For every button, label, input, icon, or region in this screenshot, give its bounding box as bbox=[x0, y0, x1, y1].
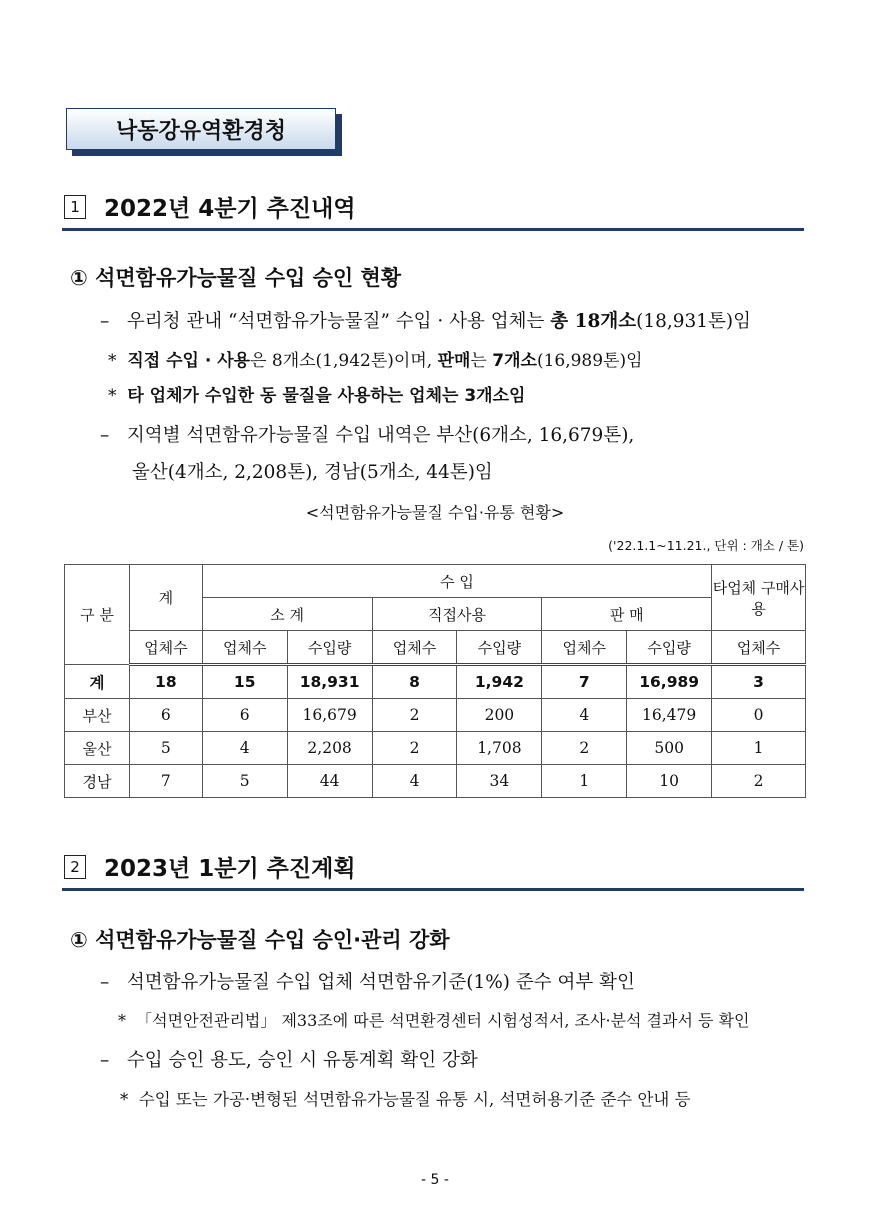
section2-line1 bbox=[100, 968, 635, 994]
table-cell: 34 bbox=[457, 765, 542, 798]
header-amount: 수입량 bbox=[457, 631, 542, 665]
header-sale: 판 매 bbox=[542, 598, 712, 631]
section1-subheading: ① 석면함유가능물질 수입 승인 현황 bbox=[70, 266, 402, 290]
note1-mid: 은 8개소(1,942톤)이며, bbox=[250, 351, 438, 371]
header-amount: 수입량 bbox=[287, 631, 372, 665]
header-amount: 수입량 bbox=[627, 631, 712, 665]
row-label: 계 bbox=[65, 665, 130, 699]
header-total: 계 bbox=[129, 565, 202, 631]
page-number: - 5 - bbox=[421, 1172, 449, 1188]
table-cell: 1,708 bbox=[457, 732, 542, 765]
note1-post: (16,989톤)임 bbox=[536, 351, 643, 371]
table-row bbox=[65, 732, 806, 765]
row-label: 부산 bbox=[65, 699, 130, 732]
table-cell: 16,989 bbox=[627, 665, 712, 699]
star-bullet: * bbox=[120, 1090, 129, 1109]
section2-number: 2 bbox=[64, 855, 86, 879]
table-cell: 4 bbox=[372, 765, 457, 798]
table-cell: 1,942 bbox=[457, 665, 542, 699]
table-cell: 1 bbox=[712, 732, 806, 765]
section2-heading bbox=[64, 850, 356, 883]
line1-text: 석면함유가능물질 수입 업체 석면함유기준(1%) 준수 여부 확인 bbox=[126, 972, 635, 993]
note2-text: 수입 또는 가공·변형된 석면함유가능물질 유통 시, 석면허용기준 준수 안내 등 bbox=[138, 1090, 691, 1109]
section1-number: 1 bbox=[64, 195, 86, 219]
table-cell: 5 bbox=[129, 732, 202, 765]
note1-bold1: 직접 수입 · 사용 bbox=[127, 351, 251, 371]
line1-post: (18,931톤)임 bbox=[636, 311, 752, 332]
section2-rule bbox=[62, 888, 804, 891]
dash-bullet: – bbox=[100, 972, 110, 993]
table-cell: 2 bbox=[712, 765, 806, 798]
section1-line2 bbox=[100, 421, 634, 447]
table-cell: 5 bbox=[202, 765, 287, 798]
table-caption: <석면함유가능물질 수입·유통 현황> bbox=[305, 503, 565, 522]
table-cell: 6 bbox=[202, 699, 287, 732]
section1-note2 bbox=[108, 381, 525, 406]
table-cell: 4 bbox=[202, 732, 287, 765]
table-cell: 18,931 bbox=[287, 665, 372, 699]
header-subtotal: 소 계 bbox=[202, 598, 372, 631]
line1-bold: 총 18개소 bbox=[550, 311, 637, 332]
line2a: 지역별 석면함유가능물질 수입 내역은 부산(6개소, 16,679톤), bbox=[126, 425, 635, 446]
note1-bold2: 판매 bbox=[437, 351, 471, 371]
dash-bullet: – bbox=[100, 1050, 110, 1071]
line1-pre: 우리청 관내 “석면함유가능물질” 수입 · 사용 업체는 bbox=[126, 311, 551, 332]
table-cell: 500 bbox=[627, 732, 712, 765]
table-cell: 6 bbox=[129, 699, 202, 732]
star-bullet: * bbox=[118, 1011, 126, 1030]
star-bullet: * bbox=[108, 351, 117, 371]
table-row bbox=[65, 765, 806, 798]
table-cell: 16,479 bbox=[627, 699, 712, 732]
dash-bullet: – bbox=[100, 425, 110, 446]
table-cell: 7 bbox=[542, 665, 627, 699]
table-unit-note: ('22.1.1~11.21., 단위 : 개소 / 톤) bbox=[608, 538, 804, 553]
org-title: 낙동강유역환경청 bbox=[115, 118, 287, 144]
table-cell: 2 bbox=[372, 732, 457, 765]
header-category: 구 분 bbox=[65, 565, 130, 665]
table-cell: 16,679 bbox=[287, 699, 372, 732]
section2-title: 2023년 1분기 추진계획 bbox=[104, 856, 356, 882]
note1-mid2: 는 bbox=[470, 351, 493, 371]
header-count: 업체수 bbox=[372, 631, 457, 665]
dash-bullet: – bbox=[100, 311, 110, 332]
table-cell: 18 bbox=[129, 665, 202, 699]
header-count: 업체수 bbox=[129, 631, 202, 665]
table-cell: 10 bbox=[627, 765, 712, 798]
table-cell: 7 bbox=[129, 765, 202, 798]
table-cell: 15 bbox=[202, 665, 287, 699]
star-bullet: * bbox=[108, 386, 117, 406]
table-row bbox=[65, 665, 806, 699]
section1-rule bbox=[62, 228, 804, 231]
section2-note2 bbox=[120, 1086, 691, 1110]
header-import: 수 입 bbox=[202, 565, 711, 598]
section1-note1 bbox=[108, 346, 643, 371]
table-cell: 200 bbox=[457, 699, 542, 732]
table-cell: 0 bbox=[712, 699, 806, 732]
section2-note1 bbox=[118, 1008, 749, 1031]
table-cell: 8 bbox=[372, 665, 457, 699]
header-count: 업체수 bbox=[712, 631, 806, 665]
header-other-purchase: 타업체 구매사용 bbox=[712, 565, 806, 631]
table-cell: 44 bbox=[287, 765, 372, 798]
table-cell: 2 bbox=[372, 699, 457, 732]
note1-bold3: 7개소 bbox=[492, 351, 537, 371]
table-cell: 4 bbox=[542, 699, 627, 732]
header-count: 업체수 bbox=[542, 631, 627, 665]
note1-text: 「석면안전관리법」 제33조에 따른 석면환경센터 시험성적서, 조사·분석 결과서 등 확인 bbox=[136, 1011, 750, 1030]
org-title-box bbox=[66, 108, 336, 150]
line2-text: 수입 승인 용도, 승인 시 유통계획 확인 강화 bbox=[126, 1050, 478, 1071]
table-cell: 2 bbox=[542, 732, 627, 765]
table-cell: 2,208 bbox=[287, 732, 372, 765]
header-direct-use: 직접사용 bbox=[372, 598, 542, 631]
header-count: 업체수 bbox=[202, 631, 287, 665]
note2-text: 타 업체가 수입한 동 물질을 사용하는 업체는 3개소임 bbox=[127, 386, 526, 406]
section1-line2b: 울산(4개소, 2,208톤), 경남(5개소, 44톤)임 bbox=[132, 462, 493, 483]
row-label: 경남 bbox=[65, 765, 130, 798]
row-label: 울산 bbox=[65, 732, 130, 765]
section1-title: 2022년 4분기 추진내역 bbox=[104, 196, 356, 222]
section2-subheading: ① 석면함유가능물질 수입 승인·관리 강화 bbox=[70, 928, 450, 952]
import-status-table bbox=[64, 564, 806, 798]
table-cell: 3 bbox=[712, 665, 806, 699]
section2-line2 bbox=[100, 1046, 478, 1072]
section1-line1 bbox=[100, 307, 751, 333]
table-cell: 1 bbox=[542, 765, 627, 798]
section1-heading bbox=[64, 190, 356, 223]
table-row bbox=[65, 699, 806, 732]
